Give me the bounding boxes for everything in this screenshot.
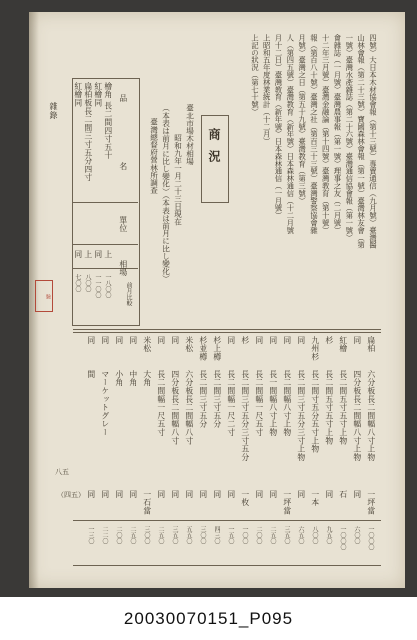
lower-table-row-spec: 長二間幅一尺五寸: [156, 370, 166, 437]
lower-table-row-price: 二二〇: [101, 526, 108, 544]
lower-table-row-spec: 六分板長二間幅八寸: [184, 370, 194, 445]
lower-table-row-spec: 長二間寸五分五寸上物: [310, 370, 320, 453]
lower-table-row-kind: 同: [170, 336, 180, 345]
lower-table-row-unit: 同: [212, 490, 222, 499]
prose-line: 會雜誌（一月號）臺灣農事報（第一號）理事之友（二月號）: [333, 34, 342, 234]
lower-table-row-price: 一〇〇: [241, 526, 248, 544]
lower-table-row-kind: 米松: [184, 336, 194, 353]
lower-table-row-spec: 四分板長二間幅八寸上物: [352, 370, 362, 462]
lower-table-row-price: 六五〇: [297, 526, 304, 544]
upper-table-divider: [72, 268, 138, 269]
prose-line: 十二年三月號）臺灣金融論（第十四號）臺灣教育（第十號）: [321, 34, 331, 234]
lower-table-row-unit: 同: [352, 490, 362, 499]
image-caption: 20030070151_P095: [123, 609, 294, 628]
lower-table-row-price: 二五〇: [269, 526, 276, 544]
lower-table-row-spec: 長一間幅八寸上物: [268, 370, 278, 437]
upper-table-row-unit: 同: [73, 250, 83, 259]
lower-table-row-price: 三五〇: [171, 526, 178, 544]
upper-table-header: 單位: [118, 216, 128, 233]
prose-line: 山林會報（第二十三號）寶國森林會報（第一號）臺灣林友會（第: [356, 34, 366, 249]
lower-table-row-spec: 長二間三寸五分三寸上物: [296, 370, 306, 462]
lower-table-row-price: 三〇〇: [143, 526, 150, 544]
lower-table-row-price: 三〇〇: [199, 526, 206, 544]
lower-table-row-price: 六〇〇: [353, 526, 360, 544]
running-header: 雜錄: [49, 102, 58, 120]
lower-table-row-kind: 同: [86, 336, 96, 345]
lower-table-row-kind: 杉: [240, 336, 250, 345]
lower-table-row-price: 五五〇: [185, 526, 192, 544]
lower-table-row-kind: 杉: [324, 336, 334, 345]
lower-table-row-spec: 四分板長二間幅八寸: [170, 370, 180, 445]
lower-table-row-unit: 一石當: [142, 490, 152, 515]
lower-table-row-unit: 同: [324, 490, 334, 499]
lower-table-row-unit: 同: [184, 490, 194, 499]
lower-table-row-unit: 同: [254, 490, 264, 499]
upper-table-row-unit: 上: [83, 250, 93, 259]
lower-table-row-kind: 同: [226, 336, 236, 345]
prose-line: 報（第百八十號）臺灣之社（第百三十三號）臺灣警察協會雜: [309, 34, 319, 234]
lower-table-row-unit: 同: [296, 490, 306, 499]
lower-table-row-kind: 同: [296, 336, 306, 345]
lower-table-row-spec: 長二間五寸五寸上物: [338, 370, 348, 445]
lower-table-row-price: 一五〇: [227, 526, 234, 544]
prose-line: 上昭和五年度林業統計（十二月）: [262, 34, 272, 145]
lower-table-row-spec: 中角: [128, 370, 138, 387]
lower-table-row-unit: 石: [338, 490, 348, 499]
lower-table-row-kind: 同: [100, 336, 110, 345]
lower-table-row-kind: 同: [352, 336, 362, 345]
lower-table-row-spec: 長二間三寸五分三寸五分: [240, 370, 250, 462]
lower-table-row-price: 一〇〇〇: [339, 526, 346, 550]
section-title: 商況: [207, 128, 221, 172]
lower-table-row-unit: 同: [100, 490, 110, 499]
lower-table-row-price: 八〇〇: [311, 526, 318, 544]
upper-table-row-name: 紅檜同: [93, 82, 103, 107]
lower-table-row-price: 二〇〇: [115, 526, 122, 544]
prose-line: 一號）臺灣水產雜誌（第二十六號）臺灣通信協會報（第一號）: [344, 34, 354, 242]
lower-table-row-spec: 長二間三寸五分: [212, 370, 222, 429]
lower-table-row-spec: 長二間三寸五分: [198, 370, 208, 429]
prose-line: 人（第四五號）臺灣教育（新年號）日本森林通信（十二月號: [285, 34, 295, 234]
lower-table-row-kind: 紅檜: [338, 336, 348, 353]
lower-table-row-kind: 杉上樽: [212, 336, 222, 361]
lower-table-row-kind: 同: [268, 336, 278, 345]
lower-table-row-unit: 同: [156, 490, 166, 499]
lower-table-row-kind: 杉並樽: [198, 336, 208, 361]
notice-line-4: 臺灣總督府營林所調查: [149, 118, 159, 194]
upper-table-divider: [72, 244, 138, 245]
lower-table-row-unit: 同: [170, 490, 180, 499]
prose-line: 月號）臺灣之日（第五十九號）臺灣教育（第三號）: [297, 34, 307, 205]
upper-table-header: 名: [118, 162, 128, 171]
lower-table-row-kind: 同: [254, 336, 264, 345]
upper-table-header: 品: [118, 94, 128, 103]
notice-line-2: 昭和九年一月二十三日現在: [173, 134, 183, 226]
lower-table-row-spec: 長二間幅八寸上物: [282, 370, 292, 437]
lower-table-row-unit: 同: [268, 490, 278, 499]
lower-table-row-unit: 一本: [310, 490, 320, 507]
lower-table-row-spec: 小角: [114, 370, 124, 387]
lower-table-row-unit: 一坪當: [282, 490, 292, 515]
lower-table-row-price: 四三〇: [213, 526, 220, 544]
lower-table-row-unit: 同: [114, 490, 124, 499]
upper-table-header: 相場: [118, 260, 128, 277]
lower-table-row-kind: 同: [128, 336, 138, 345]
lower-table-row-kind: 同: [114, 336, 124, 345]
upper-table-row-price: 一一〇〇: [94, 274, 101, 298]
lower-table-row-unit: 同: [128, 490, 138, 499]
notice-line-1: 臺北市場木材相場: [185, 104, 195, 165]
lower-table-row-spec: マーケットグレー: [100, 370, 110, 437]
lower-table-row-price: 二〇〇: [255, 526, 262, 544]
notice-line-3: （本表は前月に比し變化）（本表は前月に比し變化）: [161, 104, 171, 283]
prose-line: 上記の狀況（第七十號）: [250, 34, 260, 116]
upper-table-divider: [72, 202, 138, 203]
lower-table-row-price: 二五〇: [129, 526, 136, 544]
upper-table-row-name: 扁柏板長二間三寸五分四寸: [83, 82, 93, 182]
lower-table-row-spec: 間: [86, 370, 96, 379]
upper-table-row-price: 七〇〇: [74, 274, 81, 292]
upper-table-row-unit: 上: [103, 250, 113, 259]
prose-line: 月十二日）臺灣教育（新年號）日本森林通信（一月號）: [274, 34, 283, 219]
section-divider: [73, 329, 381, 330]
page-number-sub: （四五）: [57, 491, 85, 499]
upper-table-row-unit: 同: [93, 250, 103, 259]
lower-table-row-spec: 長二間幅一尺二寸: [226, 370, 236, 437]
lower-table-row-price: 二五〇: [157, 526, 164, 544]
lower-table-row-unit: 同: [198, 490, 208, 499]
document-page: [29, 12, 405, 588]
lower-table-row-kind: 同: [156, 336, 166, 345]
lower-table-row-price: 一〇〇〇: [367, 526, 374, 550]
lower-table-row-price: 一三〇: [87, 526, 94, 544]
lower-table-row-spec: 長二間幅一尺五寸: [254, 370, 264, 437]
lower-table-row-price: 九五〇: [325, 526, 332, 544]
page-number: 八五: [55, 468, 69, 476]
lower-table-divider: [73, 520, 381, 521]
library-stamp: 驗: [35, 280, 53, 312]
upper-table-row-price: 八〇〇: [84, 274, 91, 292]
upper-table-note: 前月比較: [125, 282, 132, 306]
lower-table-row-kind: 同: [282, 336, 292, 345]
upper-table-row-name: 紅檜同: [73, 82, 83, 107]
lower-table-row-price: 三五〇: [283, 526, 290, 544]
lower-table-row-spec: 大角: [142, 370, 152, 387]
lower-table-row-spec: 六分板長二間幅八寸上物: [366, 370, 376, 462]
lower-table-row-kind: 米松: [142, 336, 152, 353]
lower-table-row-spec: 長二間五寸五寸上物: [324, 370, 334, 445]
lower-table-row-unit: 同: [226, 490, 236, 499]
prose-line: 四號）大日本木材協會報（第十三號）專賣通信（九月號）臺灣醫: [368, 34, 378, 249]
upper-table-row-price: 一八〇〇: [104, 274, 111, 298]
lower-table-row-unit: 同: [86, 490, 96, 499]
lower-table-row-unit: 一坪當: [366, 490, 376, 515]
lower-table-row-kind: 扁柏: [366, 336, 376, 353]
lower-table-row-unit: 一枚: [240, 490, 250, 507]
lower-table-row-kind: 九州杉: [310, 336, 320, 361]
upper-table-row-name: 檜角 長二間四寸五十: [103, 82, 113, 160]
